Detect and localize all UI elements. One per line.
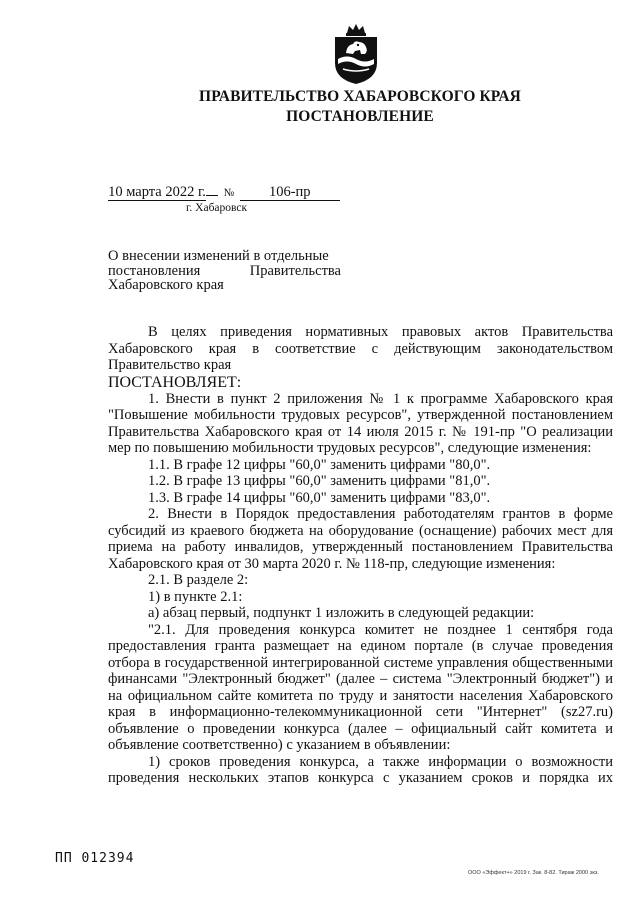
subject-word: постановления	[108, 262, 201, 279]
number-label: №	[223, 187, 235, 199]
preamble-paragraph: В целях приведения нормативных правовых актов Правительства Хабаровского края в соответствие с действующим законодательством Правительство края	[108, 324, 613, 373]
body-paragraph: 2.1. В разделе 2:	[148, 572, 249, 588]
coat-of-arms-icon	[331, 23, 381, 85]
date-underline-gap	[206, 195, 218, 196]
subject-line: О внесении изменений в отдельные	[108, 248, 329, 264]
decree-body	[108, 324, 613, 787]
decree-number: 106-пр	[240, 185, 340, 201]
document-type-title: ПОСТАНОВЛЕНИЕ	[286, 108, 434, 125]
resolves-heading: ПОСТАНОВЛЯЕТ:	[108, 373, 242, 391]
body-paragraph: 1.3. В графе 14 цифры "60,0" заменить цифрами "83,0".	[148, 489, 491, 506]
date-number-line	[108, 184, 340, 201]
body-paragraph: 1) сроков проведения конкурса, а также информации о возможности проведения нескольких этапов конкурса с указанием сроков и порядка их	[108, 753, 613, 786]
body-paragraph: "2.1. Для проведения конкурса комитет не позднее 1 сентября года предоставления гранта размещает на едином портале (в случае проведения отбора в государственной интегрированной системе управления общественными финансами "Электронный бюджет" (далее – система "Электронный бюджет") и на официальном сайте комитета по труду и занятости населения Хабаровского края в информационно-телекоммуникационной сети "Интернет" (sz27.ru) объявление о проведении конкурса (далее – официальный сайт комитета и объявление соответственно) с указанием в объявлении:	[108, 621, 613, 753]
decree-subject	[108, 249, 341, 293]
body-paragraph: 1. Внести в пункт 2 приложения № 1 к программе Хабаровского края "Повышение мобильности трудовых ресурсов", утвержденной постановлением Правительства Хабаровского края от 14 июля 2015 г. № 191-пр "О реализации мер по повышению мобильности трудовых ресурсов", следующие изменения:	[108, 390, 613, 456]
body-paragraph: 1) в пункте 2.1:	[148, 588, 243, 605]
body-paragraph: 1.2. В графе 13 цифры "60,0" заменить цифрами "81,0".	[148, 473, 491, 489]
subject-line: Хабаровского края	[108, 277, 224, 293]
printer-imprint: ООО «Эффект+» 2019 г. Зак. 8-82. Тираж 2000 экз.	[468, 870, 599, 876]
body-paragraph: 1.1. В графе 12 цифры "60,0" заменить цифрами "80,0".	[148, 456, 491, 473]
subject-word: Правительства	[249, 262, 341, 279]
subject-line	[108, 264, 341, 279]
city-name: г. Хабаровск	[186, 202, 248, 214]
body-paragraph: а) абзац первый, подпункт 1 изложить в следующей редакции:	[148, 605, 535, 621]
serial-number: ПП 012394	[55, 851, 135, 866]
decree-date: 10 марта 2022 г.	[108, 184, 206, 200]
body-paragraph: 2. Внести в Порядок предоставления работодателям грантов в форме субсидий из краевого бюджета на оборудование (оснащение) рабочих мест для приема на работу инвалидов, утвержденный постановлением Правительства Хабаровского края от 30 марта 2020 г. № 118-пр, следующие изменения:	[108, 506, 613, 572]
government-title: ПРАВИТЕЛЬСТВО ХАБАРОВСКОГО КРАЯ	[199, 88, 521, 105]
